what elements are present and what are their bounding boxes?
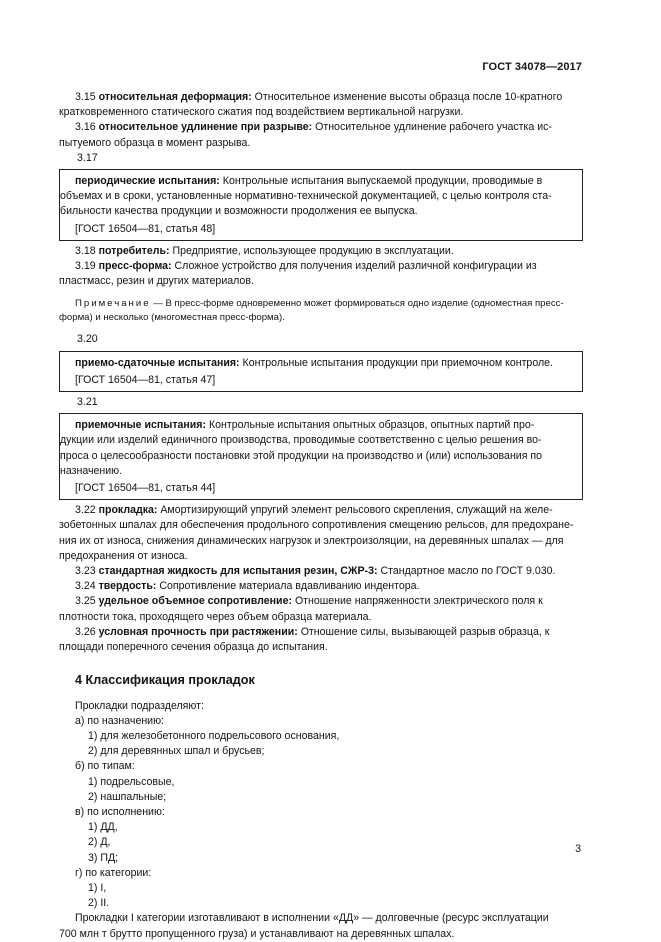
definition-number: 3.22 — [75, 504, 96, 517]
definition-text: объемах и в сроки, установленные нормативно-технической документацией, с целью контроля ста- — [60, 190, 552, 203]
definition-term: относительная деформация: — [98, 91, 252, 103]
note-text: форма) и несколько (многоместная пресс-форма). — [59, 312, 285, 324]
list-item: в) по исполнению: — [75, 805, 165, 818]
definition-term: периодические испытания: — [75, 175, 220, 188]
definition-3-15 — [59, 90, 583, 120]
list-subitem: 3) ПД; — [88, 851, 119, 864]
definition-text: пластмасс, резин и других материалов. — [59, 275, 254, 288]
list-subitem: 2) нашпальные; — [88, 790, 167, 803]
definition-3-26 — [59, 625, 583, 655]
source-reference: [ГОСТ 16504—81, статья 44] — [75, 482, 216, 495]
note-dash: — — [150, 298, 166, 310]
definition-term: прокладка: — [98, 504, 158, 517]
source-reference: [ГОСТ 16504—81, статья 47] — [75, 373, 216, 386]
quoted-definition-box — [59, 413, 583, 500]
definition-text: Предприятие, использующее продукцию в эксплуатации. — [169, 244, 454, 257]
definition-text: Сопротивление материала вдавливанию индентора. — [156, 580, 420, 593]
list-subitem: 2) Д, — [88, 836, 111, 849]
definition-text: пытуемого образца в момент разрыва. — [59, 136, 251, 149]
list-subitem: 2) II. — [88, 897, 110, 910]
list-intro: Прокладки подразделяют: — [75, 699, 204, 712]
definition-number: 3.23 — [75, 565, 96, 578]
note-label: Примечание — [75, 298, 151, 310]
definition-3-24 — [75, 579, 583, 594]
definition-text: проса о целесообразности постановки этой продукции на производство и (или) использования по — [60, 449, 543, 462]
quoted-definition-box — [59, 351, 583, 392]
definition-term: условная прочность при растяжении: — [98, 625, 298, 638]
definition-text: зобетонных шпалах для обеспечения продольного сопротивления смещению рельсов, для предохране- — [59, 519, 574, 532]
document-body — [59, 90, 583, 942]
definition-text: кратковременного статического сжатия под воздействием вертикальной нагрузки. — [59, 106, 464, 119]
definition-term: приемо-сдаточные испытания: — [75, 356, 240, 369]
list-item: а) по назначению: — [75, 714, 164, 727]
definition-text: Сложное устройство для получения изделий различной конфигурации из — [171, 260, 537, 273]
list-subitem: 1) I, — [88, 881, 107, 894]
quoted-definition-box — [59, 169, 583, 241]
definition-number: 3.15 — [75, 91, 96, 103]
list-item: б) по типам: — [75, 760, 135, 773]
definition-3-17 — [60, 151, 583, 241]
definition-term: пресс-форма: — [98, 260, 172, 273]
definition-3-16 — [59, 120, 583, 150]
definition-text: плотности тока, проходящего через объем образца материала. — [59, 610, 372, 623]
definition-3-25 — [59, 594, 583, 624]
definition-3-19 — [59, 259, 583, 289]
note-text: В пресс-форме одновременно может формироваться одно изделие (одноместная пресс- — [165, 298, 564, 310]
definition-text: ния их от износа, снижения динамических нагрузок и электроизоляции, на деревянных шпалах — для — [59, 534, 564, 547]
page-number: 3 — [575, 843, 581, 855]
list-subitem: 1) подрельсовые, — [88, 775, 175, 788]
definition-text: Контрольные испытания продукции при приемочном контроле. — [239, 356, 553, 369]
definition-3-18 — [75, 244, 583, 259]
definition-text: площади поперечного сечения образца до испытания. — [59, 641, 328, 654]
definition-number: 3.25 — [75, 595, 96, 608]
definition-text: Стандартное масло по ГОСТ 9.030. — [377, 565, 556, 578]
definition-term: потребитель: — [98, 244, 170, 257]
definition-text: назначению. — [60, 464, 123, 477]
definition-3-22 — [59, 503, 583, 564]
definition-text: бильности качества продукции и возможности продолжения ее выпуска. — [60, 205, 418, 218]
definition-number: 3.20 — [77, 333, 98, 346]
definition-number: 3.18 — [75, 244, 96, 257]
definition-text: Относительное удлинение рабочего участка ис- — [312, 121, 552, 134]
definition-term: твердость: — [98, 580, 157, 593]
definition-text: Контрольные испытания выпускаемой продукции, проводимые в — [219, 175, 543, 188]
list-item: г) по категории: — [75, 866, 152, 879]
definition-text: предохранения от износа. — [59, 549, 188, 562]
definition-number: 3.26 — [75, 625, 96, 638]
list-subitem: 1) ДД, — [88, 821, 118, 834]
definition-3-23 — [75, 564, 583, 579]
definition-text: Амортизирующий упругий элемент рельсового скрепления, служащий на желе- — [157, 504, 553, 517]
definition-number: 3.24 — [75, 580, 96, 593]
note — [59, 297, 583, 325]
definition-number: 3.21 — [77, 396, 98, 409]
paragraph-text: Прокладки I категории изготавливают в исполнении «ДД» — долговечные (ресурс эксплуатации — [75, 912, 549, 925]
definition-text: Относительное изменение высоты образца после 10-кратного — [251, 91, 563, 103]
list-subitem: 2) для деревянных шпал и брусьев; — [88, 745, 265, 758]
definition-text: дукции или изделий единичного производства, проводимые соответственно с целью решения во- — [60, 434, 542, 447]
definition-text: Контрольные испытания опытных образцов, опытных партий про- — [206, 419, 535, 432]
definition-term: относительное удлинение при разрыве: — [98, 121, 313, 134]
definition-text: Отношение силы, вызывающей разрыв образца, к — [297, 625, 550, 638]
definition-number: 3.19 — [75, 260, 96, 273]
definition-term: приемочные испытания: — [75, 419, 207, 432]
section-heading: 4 Классификация прокладок — [75, 673, 255, 688]
definition-number: 3.16 — [75, 121, 96, 134]
paragraph-text: 700 млн т брутто пропущенного груза) и устанавливают на деревянных шпалах. — [59, 927, 455, 940]
classification-list — [59, 699, 583, 942]
definition-term: удельное объемное сопротивление: — [98, 595, 292, 608]
definition-3-20 — [75, 332, 583, 392]
definition-3-21 — [60, 395, 583, 500]
definition-text: Отношение напряженности электрического поля к — [292, 595, 543, 608]
list-subitem: 1) для железобетонного подрельсового основания, — [88, 729, 340, 742]
source-reference: [ГОСТ 16504—81, статья 48] — [75, 222, 216, 235]
definition-number: 3.17 — [77, 151, 98, 164]
definition-term: стандартная жидкость для испытания резин, СЖР-3: — [98, 565, 378, 578]
document-code: ГОСТ 34078—2017 — [482, 61, 582, 73]
